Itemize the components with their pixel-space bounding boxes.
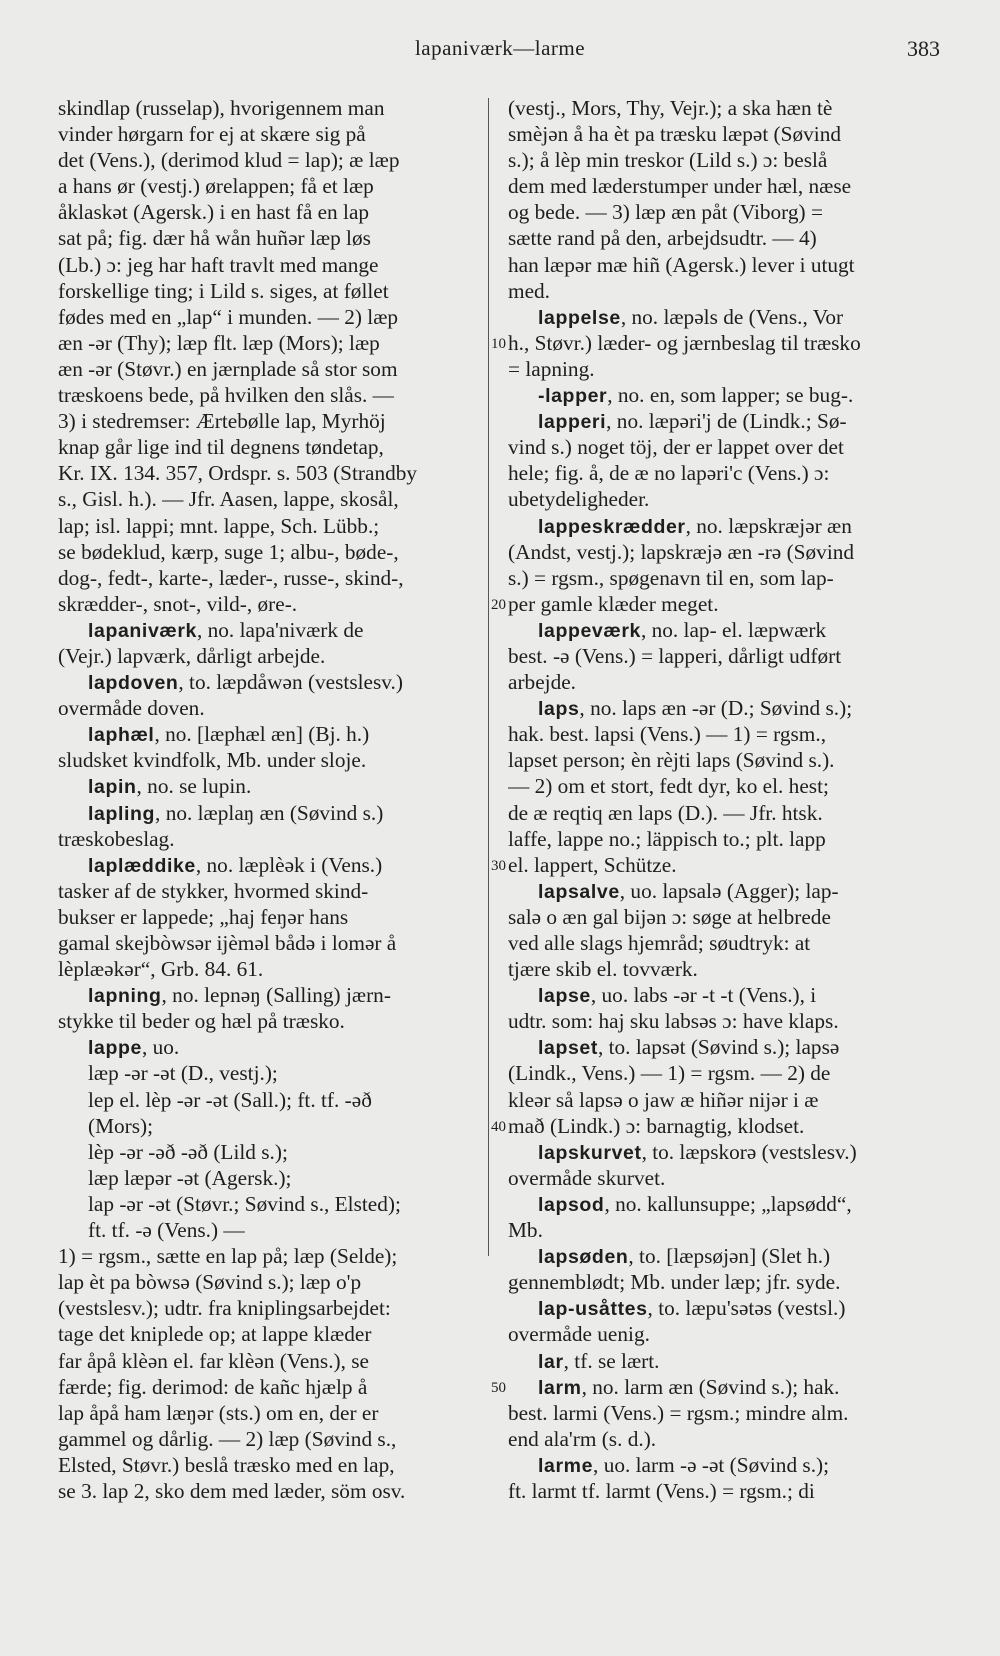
text-line [508,930,940,956]
text-line [508,1426,940,1452]
entry-text: s.); å lèp min treskor (Lild s.) ɔ: beslå [508,148,828,173]
text-line [58,800,488,826]
entry-text: Elsted, Støvr.) beslå træsko med en lap, [58,1452,395,1477]
entry-text: a hans ør (vestj.) ørelappen; få et læp [58,174,374,199]
text-line [58,773,488,799]
text-line [58,1034,488,1060]
text-line [58,1321,488,1347]
text-line [58,747,488,773]
entry-text: æn -ər (Thy); læp flt. læp (Mors); læp [58,330,380,355]
text-line [508,617,940,643]
entry-text: , uo. [141,1035,180,1060]
text-line [58,956,488,982]
text-line [508,852,940,878]
entry-text: det (Vens.), (derimod klud = lap); æ læp [58,148,400,173]
entry-text: , no. lapa'niværk de [196,617,364,642]
entry-text: knap går lige ind til degnens tøndetap, [58,435,384,460]
line-number: 10 [491,335,506,352]
entry-text: hak. best. lapsi (Vens.) — 1) = rgsm., [508,722,827,747]
text-line [508,173,940,199]
text-line [58,330,488,356]
entry-text: lap -ər -ət (Støvr.; Søvind s., Elsted); [88,1191,401,1216]
entry-text: , no. læplaŋ æn (Søvind s.) [155,800,384,825]
headword: lappe [88,1037,142,1060]
headword: larme [538,1454,594,1477]
headword: lapning [88,985,162,1008]
text-line [508,1243,940,1269]
text-line [508,225,940,251]
text-line [508,826,940,852]
text-line [508,721,940,747]
text-line [58,356,488,382]
entry-text: skindlap (russelap), hvorigennem man [58,96,385,120]
text-line [508,1217,940,1243]
entry-text: lap åpå ham læŋər (sts.) om en, der er [58,1400,379,1425]
entry-text: tasker af de stykker, hvormed skind- [58,878,369,903]
text-line [58,1478,488,1504]
headword: lapin [88,776,137,799]
text-line [58,1217,488,1243]
entry-text: udtr. som: haj sku labsəs ɔ: have klaps. [508,1009,839,1034]
text-line [508,1400,940,1426]
entry-text: gammel og dårlig. — 2) læp (Søvind s., [58,1426,397,1451]
entry-text: , to. lapsət (Søvind s.); lapsə [597,1035,840,1060]
text-line [58,95,488,121]
text-line [58,904,488,930]
entry-text: ft. tf. -ə (Vens.) — [88,1218,245,1243]
entry-text: se 3. lap 2, sko dem med læder, söm osv. [58,1478,406,1503]
headword: lapsod [538,1193,605,1216]
text-line [58,278,488,304]
entry-text: færde; fig. derimod: de kañc hjælp å [58,1374,368,1399]
entry-text: 1) = rgsm., sætte en lap på; læp (Selde); [58,1244,398,1269]
text-line [508,408,940,434]
entry-text: best. larmi (Vens.) = rgsm.; mindre alm. [508,1400,849,1425]
headword: lappeværk [538,619,641,642]
entry-text: best. -ə (Vens.) = lapperi, dårligt udført [508,643,842,668]
entry-text: træskobeslag. [58,826,175,851]
headword: lapse [538,985,591,1008]
entry-text: sat på; fig. dær hå wån huñər læp løs [58,226,371,251]
entry-text: med. [508,278,550,303]
headword: laplæddike [88,854,196,877]
entry-text: = lapning. [508,356,595,381]
text-line [58,199,488,225]
text-line [58,591,488,617]
entry-text: tjære skib el. tovværk. [508,957,698,982]
entry-text: gamal skejbòwsər ijèməl bådə i lomər å [58,931,397,955]
text-line [508,1269,940,1295]
text-line [508,356,940,382]
text-line [58,382,488,408]
entry-text: arbejde. [508,670,576,695]
entry-text: de æ reqtiq æn laps (D.). — Jfr. htsk. [508,800,823,825]
headword: lapperi [538,411,607,434]
entry-text: Kr. IX. 134. 357, Ordspr. s. 503 (Strandby [58,461,418,486]
entry-text: han læpər mæ hiñ (Agersk.) lever i utugt [508,252,855,277]
entry-text: , uo. labs -ər -t -t (Vens.), i [590,983,817,1008]
entry-text: , no. læpskræjər æn [685,513,852,538]
text-line [58,304,488,330]
text-line [58,617,488,643]
text-line [58,1087,488,1113]
entry-text: forskellige ting; i Lild s. siges, at føllet [58,278,389,303]
text-line [58,225,488,251]
entry-text: træskoens bede, på hvilken den slås. — [58,383,394,408]
entry-text: overmåde skurvet. [508,1165,666,1190]
entry-text: lap èt pa bòwsə (Søvind s.); læp o'p [58,1270,362,1295]
entry-text: kleər så lapsə o jaw æ hiñər nijər i æ [508,1087,819,1112]
headword: lar [538,1350,564,1373]
text-line [508,95,940,121]
entry-text: læp -ər -ət (D., vestj.); [88,1061,278,1086]
entry-text: vinder hørgarn for ej at skære sig på [58,122,366,147]
text-line [508,513,940,539]
entry-text: , no. lap- el. læpwærk [640,617,827,642]
text-line [508,1034,940,1060]
text-line [58,1243,488,1269]
text-line [508,669,940,695]
entry-text: fødes med en „lap“ i munden. — 2) læp [58,304,399,329]
text-line [508,904,940,930]
text-line [508,1060,940,1086]
text-line [58,434,488,460]
headword: laps [538,698,580,721]
page-number: 383 [907,36,940,61]
entry-text: (Mors); [88,1113,154,1138]
text-line [58,173,488,199]
entry-text: gennemblødt; Mb. under læp; jfr. syde. [508,1270,841,1295]
text-line [58,695,488,721]
line-number: 50 [491,1379,506,1396]
headword: lapsalve [538,880,620,903]
entry-text: , no. læpəls de (Vens., Vor [620,304,844,329]
entry-text: , no. kallunsuppe; „lapsødd“, [604,1191,852,1216]
text-line [508,773,940,799]
entry-text: (vestslesv.); udtr. fra kniplingsarbejdet: [58,1296,391,1321]
entry-text: overmåde doven. [58,696,205,721]
text-line [508,1139,940,1165]
entry-text: , no. lepnəŋ (Salling) jærn- [161,983,391,1008]
page-header [0,36,1000,66]
entry-text: lep el. lèp -ər -ət (Sall.); ft. tf. -əð [88,1087,372,1112]
text-line [58,643,488,669]
text-line [58,1165,488,1191]
entry-text: (Vejr.) lapværk, dårligt arbejde. [58,643,326,668]
entry-text: s., Gisl. h.). — Jfr. Aasen, lappe, skosål, [58,487,399,512]
text-line [58,1113,488,1139]
text-line [508,330,940,356]
entry-text: , no. se lupin. [136,774,252,799]
headword: lap-usåttes [538,1298,648,1321]
text-line [508,1165,940,1191]
text-line [508,460,940,486]
headword: lappeskrædder [538,515,686,538]
text-line [508,304,940,330]
text-line [508,1452,940,1478]
entry-text: , tf. se lært. [563,1348,660,1373]
entry-text: , no. laps æn -ər (D.; Søvind s.); [579,696,853,721]
entry-text: lapset person; èn rèjti laps (Søvind s.). [508,748,835,773]
entry-text: lèplæəkər“, Grb. 84. 61. [58,957,264,982]
headword: lapling [88,802,156,825]
text-line [508,1374,940,1400]
text-line [508,747,940,773]
text-line [508,252,940,278]
text-line [58,982,488,1008]
entry-text: ubetydeligheder. [508,487,650,512]
left-column [58,95,488,1504]
headword: lapaniværk [88,619,197,642]
text-line [58,1060,488,1086]
entry-text: el. lappert, Schütze. [508,852,677,877]
entry-text: æn -ər (Støvr.) en jærnplade så stor som [58,356,398,381]
entry-text: (Lindk., Vens.) — 1) = rgsm. — 2) de [508,1061,831,1086]
entry-text: , to. [læpsøjən] (Slet h.) [628,1244,831,1269]
column-divider [488,98,489,1256]
line-number: 40 [491,1118,506,1135]
text-line [58,565,488,591]
headword: lapsøden [538,1246,629,1269]
text-line [58,878,488,904]
text-line [58,1374,488,1400]
text-line [58,147,488,173]
text-line [58,721,488,747]
text-line [58,1269,488,1295]
text-line [508,1478,940,1504]
entry-text: , no. læplèək i (Vens.) [195,852,383,877]
entry-text: vind s.) noget töj, der er lappet over det [508,435,844,460]
line-number: 20 [491,596,506,613]
text-line [58,1348,488,1374]
text-line [508,1191,940,1217]
entry-text: , uo. lapsalə (Agger); lap- [619,878,839,903]
text-line [508,278,940,304]
entry-text: hele; fig. å, de æ no lapəri'c (Vens.) ɔ: [508,461,830,486]
text-line [58,1191,488,1217]
entry-text: Mb. [508,1218,543,1243]
entry-text: , no. larm æn (Søvind s.); hak. [581,1374,840,1399]
entry-text: end ala'rm (s. d.). [508,1426,657,1451]
headword: lapskurvet [538,1141,642,1164]
entry-text: (Lb.) ɔ: jeg har haft travlt med mange [58,252,379,277]
text-line [508,643,940,669]
entry-text: dog-, fedt-, karte-, læder-, russe-, skind-, [58,565,404,590]
text-line [58,486,488,512]
text-line [58,1426,488,1452]
entry-text: sætte rand på den, arbejdsudtr. — 4) [508,226,817,251]
entry-text: s.) = rgsm., spøgenavn til en, som lap- [508,565,834,590]
entry-text: lap; isl. lappi; mnt. lappe, Sch. Lübb.; [58,513,380,538]
right-column [508,95,940,1504]
text-line [508,1008,940,1034]
entry-text: tage det kniplede op; at lappe klæder [58,1322,372,1347]
headword: larm [538,1376,582,1399]
text-line [508,539,940,565]
headword: laphæl [88,724,155,747]
text-line [58,1452,488,1478]
text-line [508,565,940,591]
entry-text: bukser er lappede; „haj feŋər hans [58,904,349,929]
entry-text: far åpå klèən el. far klèən (Vens.), se [58,1348,370,1373]
text-line [508,486,940,512]
entry-text: salə o æn gal bijən ɔ: søge at helbrede [508,904,831,929]
text-line [508,1113,940,1139]
text-line [58,408,488,434]
entry-text: , to. læpu'sətəs (vestsl.) [647,1296,846,1321]
text-line [508,147,940,173]
entry-text: skrædder-, snot-, vild-, øre-. [58,591,298,616]
entry-text: og bede. — 3) læp æn påt (Viborg) = [508,200,823,225]
running-title: lapaniværk—larme [414,36,586,60]
text-line [58,852,488,878]
entry-text: dem med læderstumper under hæl, næse [508,174,852,199]
entry-text: ft. larmt tf. larmt (Vens.) = rgsm.; di [508,1478,815,1503]
text-line [508,956,940,982]
text-line [58,539,488,565]
text-line [508,1295,940,1321]
entry-text: 3) i stedremser: Ærtebølle lap, Myrhöj [58,409,386,434]
text-line [508,695,940,721]
entry-text: , no. en, som lapper; se bug-. [607,383,854,408]
text-line [58,669,488,695]
entry-text: , to. læpdåwən (vestslesv.) [178,670,403,695]
entry-text: læp læpər -ət (Agersk.); [88,1165,292,1190]
entry-text: åklaskət (Agersk.) i en hast få en lap [58,200,370,225]
text-line [58,826,488,852]
entry-text: per gamle klæder meget. [508,591,719,616]
text-line [508,800,940,826]
text-line [508,1348,940,1374]
text-line [508,434,940,460]
text-line [508,982,940,1008]
headword: lapset [538,1037,598,1060]
entry-text: , to. læpskorə (vestslesv.) [641,1139,857,1164]
text-line [508,382,940,408]
entry-text: lèp -ər -əð -əð (Lild s.); [88,1139,288,1164]
line-number: 30 [491,857,506,874]
text-line [58,1008,488,1034]
entry-text: (Andst, vestj.); lapskræjə æn -rə (Søvind [508,539,855,564]
entry-text: stykke til beder og hæl på træsko. [58,1009,345,1034]
entry-text: ved alle slags hjemråd; søudtryk: at [508,931,811,955]
entry-text: h., Støvr.) læder- og jærnbeslag til træsko [508,330,861,355]
entry-text: (vestj., Mors, Thy, Vejr.); a ska hæn tè [508,96,833,120]
headword: lapdoven [88,672,179,695]
text-line [58,513,488,539]
text-line [58,1139,488,1165]
entry-text: , uo. larm -ə -ət (Søvind s.); [593,1452,830,1477]
entry-text: se bødeklud, kærp, suge 1; albu-, bøde-, [58,539,399,564]
text-line [58,121,488,147]
text-line [508,878,940,904]
text-line [508,1321,940,1347]
text-line [508,199,940,225]
headword: lappelse [538,306,621,329]
entry-text: , no. [læphæl æn] (Bj. h.) [154,722,370,747]
entry-text: mað (Lindk.) ɔ: barnagtig, klodset. [508,1113,805,1138]
entry-text: , no. læpəri'j de (Lindk.; Sø- [606,409,847,434]
text-line [58,930,488,956]
text-line [58,1295,488,1321]
text-line [508,1087,940,1113]
entry-text: smèjən å ha èt pa træsku læpət (Søvind [508,122,842,147]
text-line [508,121,940,147]
entry-text: overmåde uenig. [508,1322,650,1347]
text-line [58,1400,488,1426]
entry-text: laffe, lappe no.; läppisch to.; plt. lapp [508,826,826,851]
headword: -lapper [538,385,608,408]
entry-text: — 2) om et stort, fedt dyr, ko el. hest; [508,774,829,799]
text-line [508,591,940,617]
text-line [58,252,488,278]
text-line [58,460,488,486]
entry-text: sludsket kvindfolk, Mb. under sloje. [58,748,367,773]
